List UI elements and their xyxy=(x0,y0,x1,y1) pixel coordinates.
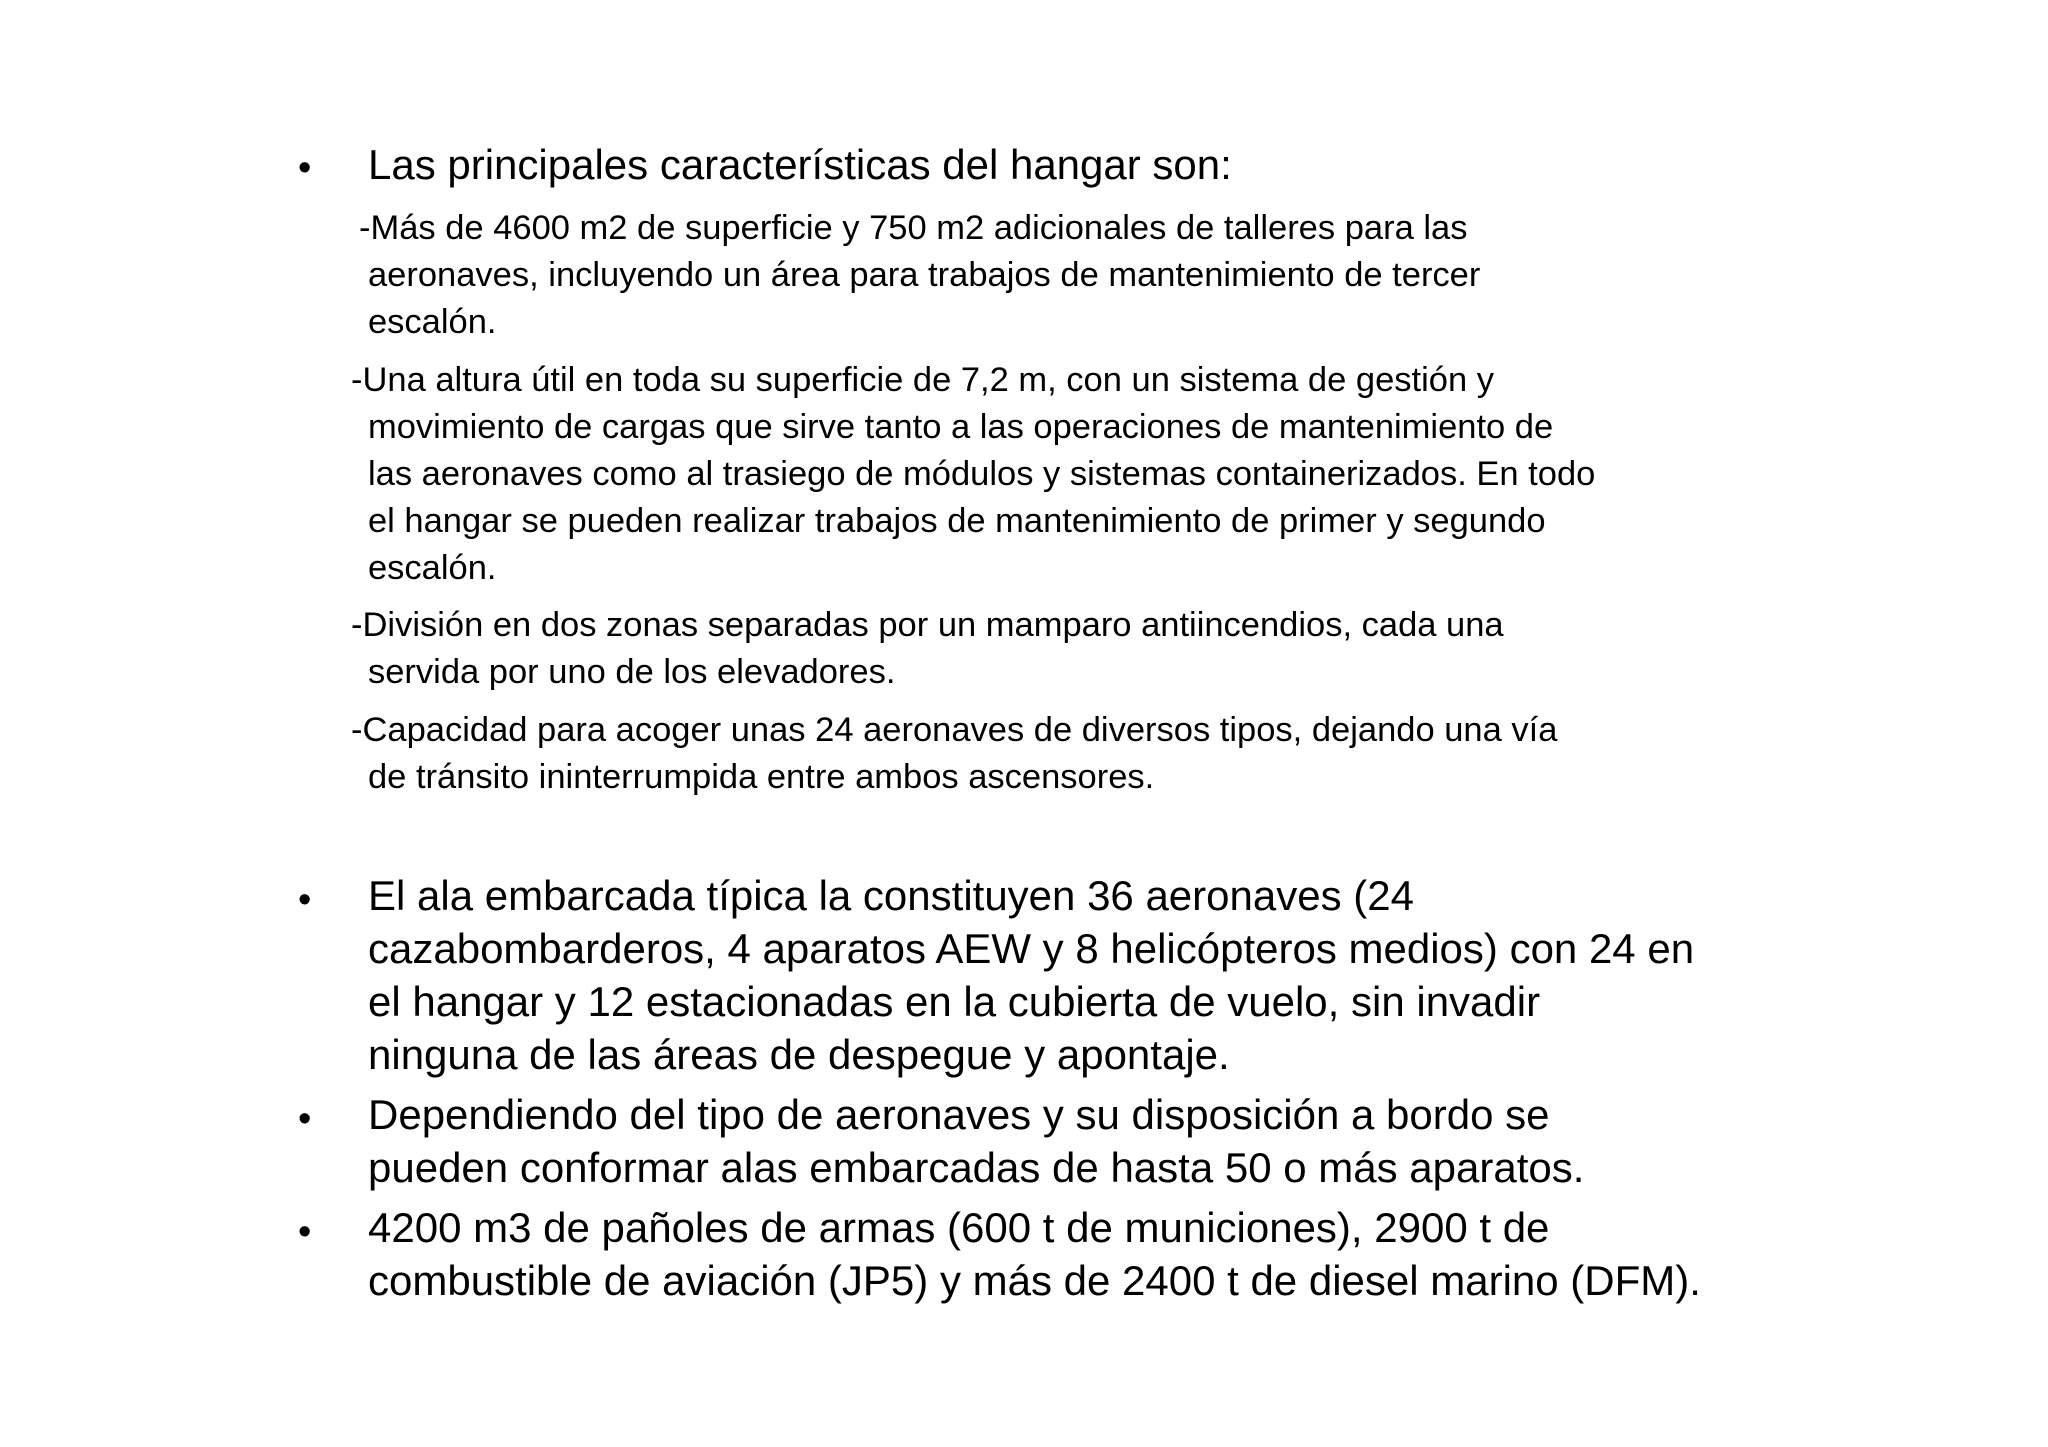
bullet-line: 4200 m3 de pañoles de armas (600 t de municiones), 2900 t de xyxy=(368,1204,1550,1251)
sub-item-line: -Capacidad para acoger unas 24 aeronaves de diversos tipos, dejando una vía xyxy=(351,711,1558,749)
bullet-icon: • xyxy=(298,879,312,921)
bullet-icon: • xyxy=(298,147,312,189)
sub-item-line: movimiento de cargas que sirve tanto a las operaciones de mantenimiento de xyxy=(368,408,1554,446)
intro-text: Las principales características del hangar son: xyxy=(368,141,1232,188)
bullet-line: Dependiendo del tipo de aeronaves y su disposición a bordo se xyxy=(368,1091,1550,1138)
sub-item-line: -Más de 4600 m2 de superficie y 750 m2 adicionales de talleres para las xyxy=(359,209,1468,247)
bullet-line: ninguna de las áreas de despegue y apontaje. xyxy=(368,1031,1230,1078)
sub-item-line: escalón. xyxy=(368,549,497,587)
bullet-line: pueden conformar alas embarcadas de hasta 50 o más aparatos. xyxy=(368,1144,1585,1191)
sub-item-line: escalón. xyxy=(368,303,497,341)
bullet-line: cazabombarderos, 4 aparatos AEW y 8 helicópteros medios) con 24 en xyxy=(368,925,1695,972)
sub-item-line: de tránsito ininterrumpida entre ambos ascensores. xyxy=(368,758,1155,796)
bullet-line: El ala embarcada típica la constituyen 36 aeronaves (24 xyxy=(368,872,1414,919)
bullet-icon: • xyxy=(298,1211,312,1253)
bullet-icon: • xyxy=(298,1098,312,1140)
bullet-line: el hangar y 12 estacionadas en la cubierta de vuelo, sin invadir xyxy=(368,978,1541,1025)
sub-item-line: aeronaves, incluyendo un área para trabajos de mantenimiento de tercer xyxy=(368,256,1481,294)
sub-item-line: las aeronaves como al trasiego de módulos y sistemas containerizados. En todo xyxy=(368,455,1596,493)
sub-item-line: el hangar se pueden realizar trabajos de mantenimiento de primer y segundo xyxy=(368,502,1546,540)
sub-item-line: servida por uno de los elevadores. xyxy=(368,653,896,691)
bullet-line: combustible de aviación (JP5) y más de 2400 t de diesel marino (DFM). xyxy=(368,1257,1701,1304)
sub-item-line: -Una altura útil en toda su superficie de 7,2 m, con un sistema de gestión y xyxy=(351,361,1494,399)
sub-item-line: -División en dos zonas separadas por un mamparo antiincendios, cada una xyxy=(351,606,1504,644)
